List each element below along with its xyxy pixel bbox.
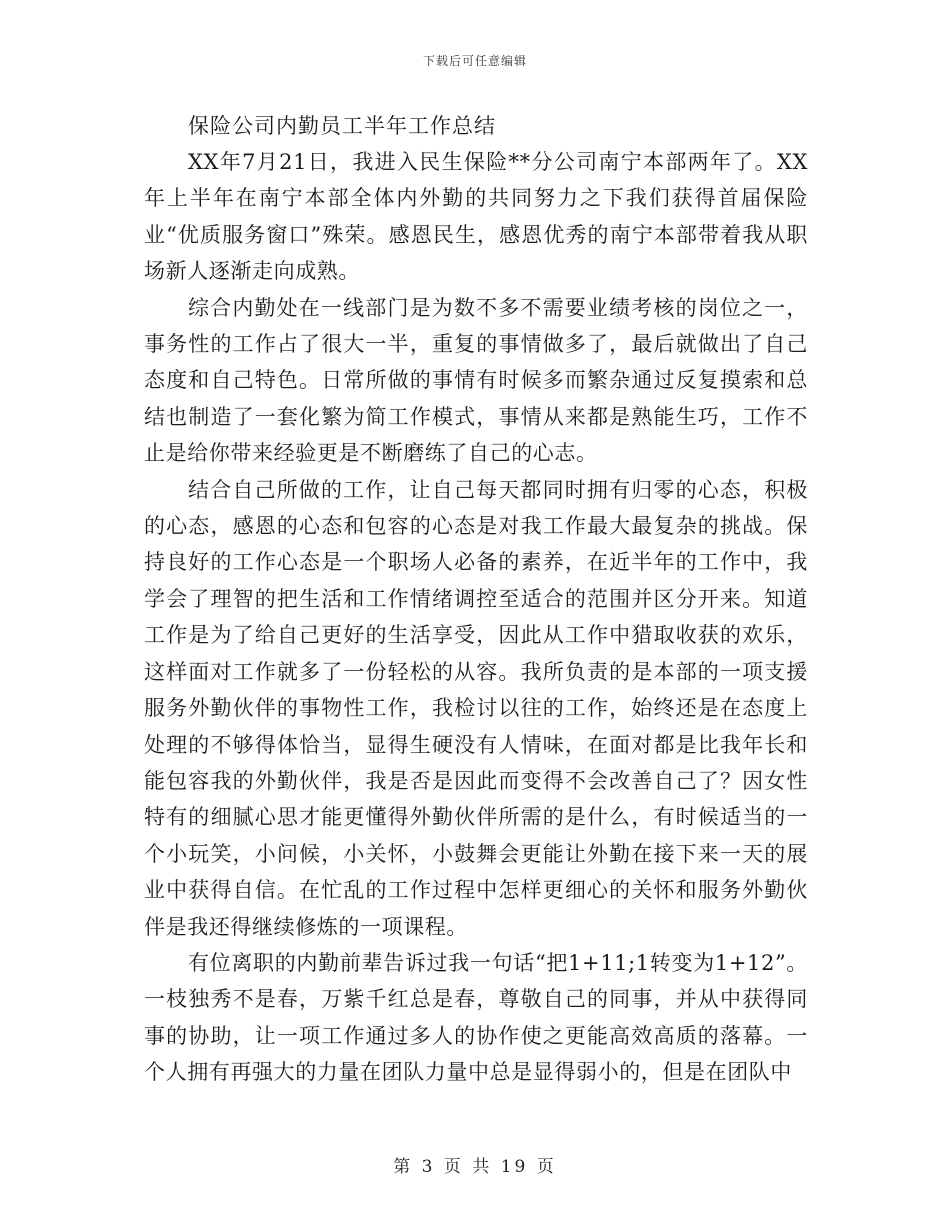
- document-body: [144, 108, 808, 1091]
- page-header-note: 下载后可任意编辑: [422, 54, 527, 68]
- paragraph: XX年7月21日，我进入民生保险**分公司南宁本部两年了。XX年上半年在南宁本部全体内外勤的共同努力之下我们获得首届保险业“优质服务窗口”殊荣。感恩民生，感恩优秀的南宁本部带着我从职场新人逐渐走向成熟。: [144, 150, 808, 284]
- page-number-footer: 第 3 页 共 19 页: [393, 1157, 557, 1177]
- paragraph: 结合自己所做的工作，让自己每天都同时拥有归零的心态，积极的心态，感恩的心态和包容的心态是对我工作最大最复杂的挑战。保持良好的工作心态是一个职场人必备的素养，在近半年的工作中，我学会了理智的把生活和工作情绪调控至适合的范围并区分开来。知道工作是为了给自己更好的生活享受，因此从工作中猎取收获的欢乐，这样面对工作就多了一份轻松的从容。我所负责的是本部的一项支援服务外勤伙伴的事物性工作，我检讨以往的工作，始终还是在态度上处理的不够得体恰当，显得生硬没有人情味，在面对都是比我年长和能包容我的外勤伙伴，我是否是因此而变得不会改善自己了？因女性特有的细腻心思才能更懂得外勤伙伴所需的是什么，有时候适当的一个小玩笑，小问候，小关怀，小鼓舞会更能让外勤在接下来一天的展业中获得自信。在忙乱的工作过程中怎样更细心的关怀和服务外勤伙伴是我还得继续修炼的一项课程。: [144, 477, 808, 939]
- document-title: 保险公司内勤员工半年工作总结: [188, 114, 496, 138]
- paragraph: 综合内勤处在一线部门是为数不多不需要业绩考核的岗位之一，事务性的工作占了很大一半，重复的事情做多了，最后就做出了自己态度和自己特色。日常所做的事情有时候多而繁杂通过反复摸索和总结也制造了一套化繁为简工作模式，事情从来都是熟能生巧，工作不止是给你带来经验更是不断磨练了自己的心志。: [144, 295, 808, 466]
- paragraph: 有位离职的内勤前辈告诉过我一句话“把1+11;1转变为1+12”。一枝独秀不是春，万紫千红总是春，尊敬自己的同事，并从中获得同事的协助，让一项工作通过多人的协作使之更能高效高质的落幕。一个人拥有再强大的力量在团队力量中总是显得弱小的，但是在团队中: [144, 950, 808, 1085]
